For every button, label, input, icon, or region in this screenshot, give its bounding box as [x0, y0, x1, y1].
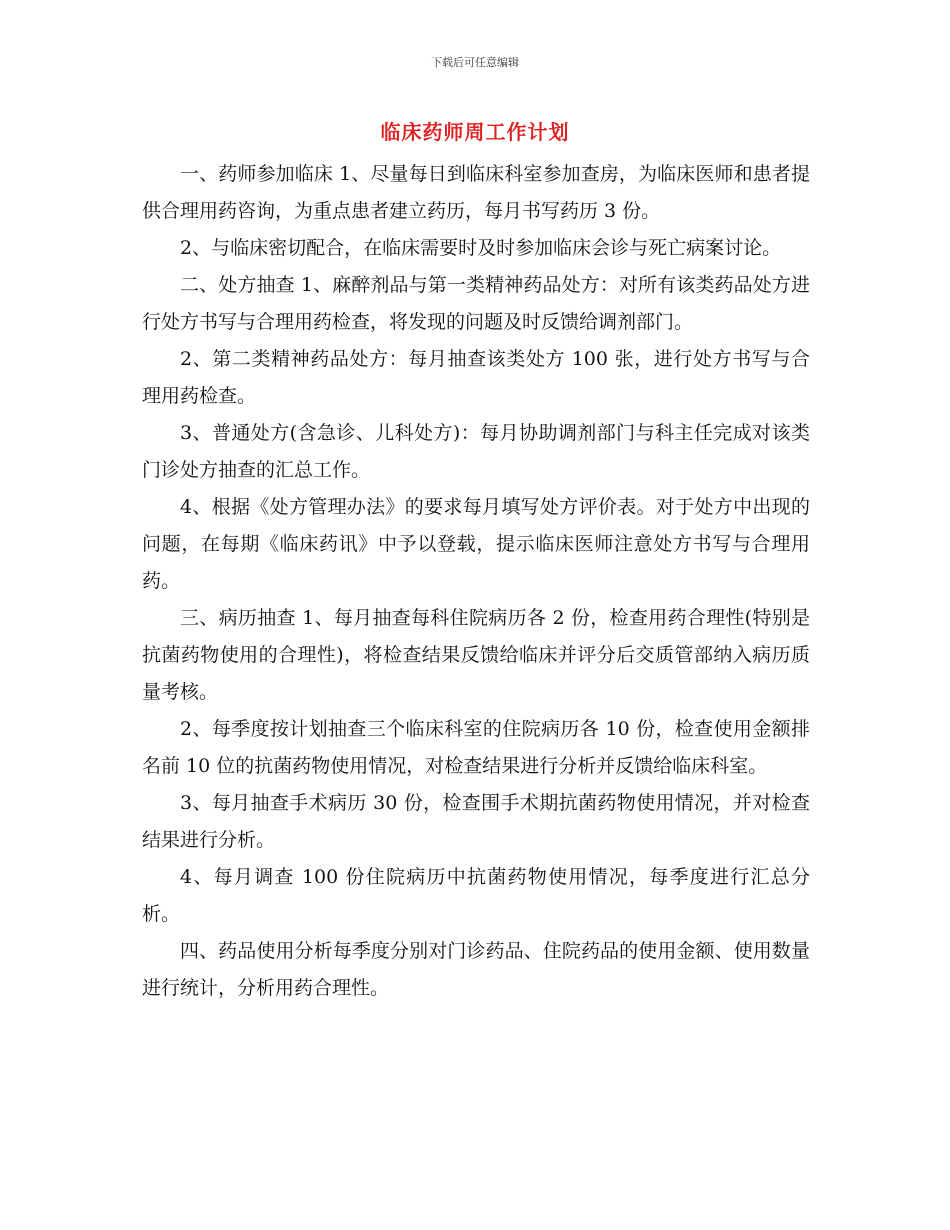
- paragraph: 3、普通处方(含急诊、儿科处方)：每月协助调剂部门与科主任完成对该类门诊处方抽查的汇总工作。: [142, 422, 810, 481]
- document-body: [142, 156, 810, 1007]
- paragraph: 2、第二类精神药品处方：每月抽查该类处方 100 张，进行处方书写与合理用药检查。: [142, 348, 810, 407]
- document-title: 临床药师周工作计划: [380, 120, 570, 144]
- paragraph: 4、根据《处方管理办法》的要求每月填写处方评价表。对于处方中出现的问题，在每期《临床药讯》中予以登载，提示临床医师注意处方书写与合理用药。: [142, 496, 810, 592]
- paragraph: 2、每季度按计划抽查三个临床科室的住院病历各 10 份，检查使用金额排名前 10 位的抗菌药物使用情况，对检查结果进行分析并反馈给临床科室。: [142, 718, 810, 777]
- paragraph: 4、每月调查 100 份住院病历中抗菌药物使用情况，每季度进行汇总分析。: [142, 866, 810, 925]
- paragraph: 一、药师参加临床 1、尽量每日到临床科室参加查房，为临床医师和患者提供合理用药咨询，为重点患者建立药历，每月书写药历 3 份。: [142, 163, 810, 222]
- paragraph: 四、药品使用分析每季度分别对门诊药品、住院药品的使用金额、使用数量进行统计，分析用药合理性。: [142, 940, 810, 999]
- paragraph: 三、病历抽查 1、每月抽查每科住院病历各 2 份，检查用药合理性(特别是抗菌药物使用的合理性)，将检查结果反馈给临床并评分后交质管部纳入病历质量考核。: [142, 607, 810, 703]
- paragraph: 二、处方抽查 1、麻醉剂品与第一类精神药品处方：对所有该类药品处方进行处方书写与合理用药检查，将发现的问题及时反馈给调剂部门。: [142, 274, 810, 333]
- header-note: 下载后可任意编辑: [431, 56, 519, 69]
- paragraph: 2、与临床密切配合，在临床需要时及时参加临床会诊与死亡病案讨论。: [180, 237, 782, 259]
- paragraph: 3、每月抽查手术病历 30 份，检查围手术期抗菌药物使用情况，并对检查结果进行分析。: [142, 792, 810, 851]
